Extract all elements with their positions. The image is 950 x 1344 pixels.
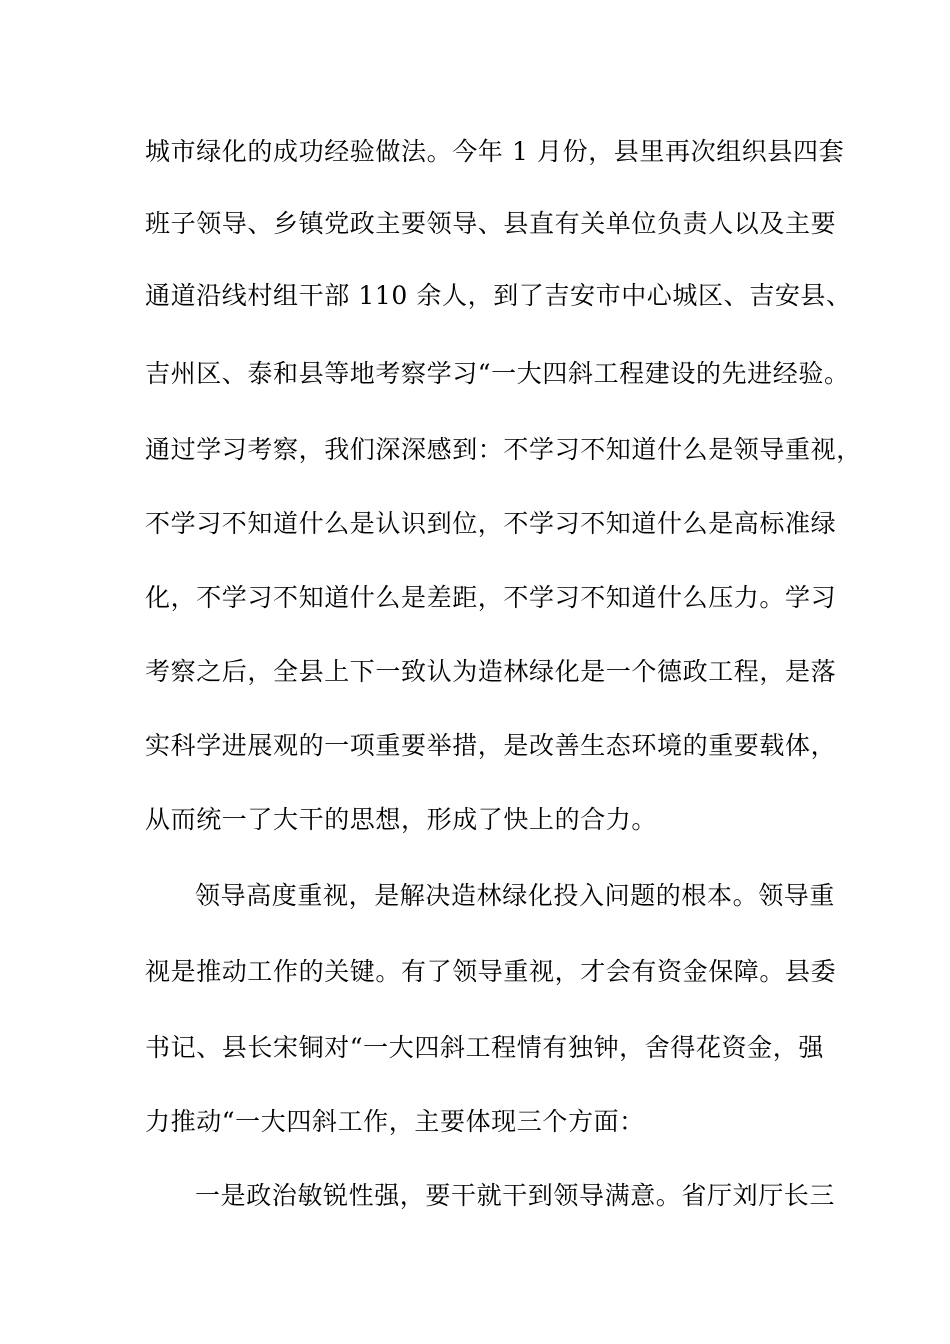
text-line-4: 吉州区、泰和县等地考察学习“一大四斜工程建设的先进经验。 (145, 359, 850, 388)
text-line-12: 视是推动工作的关键。有了领导重视，才会有资金保障。县委 (145, 957, 837, 986)
text-line-7: 化，不学习不知道什么是差距，不学习不知道什么压力。学习 (145, 583, 837, 612)
text-line-1: 城市绿化的成功经验做法。今年 1 月份，县里再次组织县四套 (145, 137, 845, 166)
text-line-9: 实科学进展观的一项重要举措，是改善生态环境的重要载体， (145, 731, 837, 760)
text-line-6: 不学习不知道什么是认识到位，不学习不知道什么是高标准绿 (145, 509, 837, 538)
text-line-13: 书记、县长宋铜对“一大四斜工程情有独钟，舍得花资金，强 (145, 1033, 824, 1062)
text-line-10: 从而统一了大干的思想，形成了快上的合力。 (145, 805, 658, 834)
text-line-5: 通过学习考察，我们深深感到：不学习不知道什么是领导重视， (145, 435, 862, 464)
text-line-14: 力推动“一大四斜工作，主要体现三个方面： (145, 1107, 645, 1136)
text-line-2: 班子领导、乡镇党政主要领导、县直有关单位负责人以及主要 (145, 209, 837, 238)
text-line-11: 领导高度重视，是解决造林绿化投入问题的根本。领导重 (195, 881, 836, 910)
text-line-15: 一是政治敏锐性强，要干就干到领导满意。省厅刘厅长三 (195, 1181, 836, 1210)
text-line-3: 通道沿线村组干部 110 余人，到了吉安市中心城区、吉安县、 (145, 281, 852, 310)
text-line-8: 考察之后，全县上下一致认为造林绿化是一个德政工程，是落 (145, 657, 837, 686)
